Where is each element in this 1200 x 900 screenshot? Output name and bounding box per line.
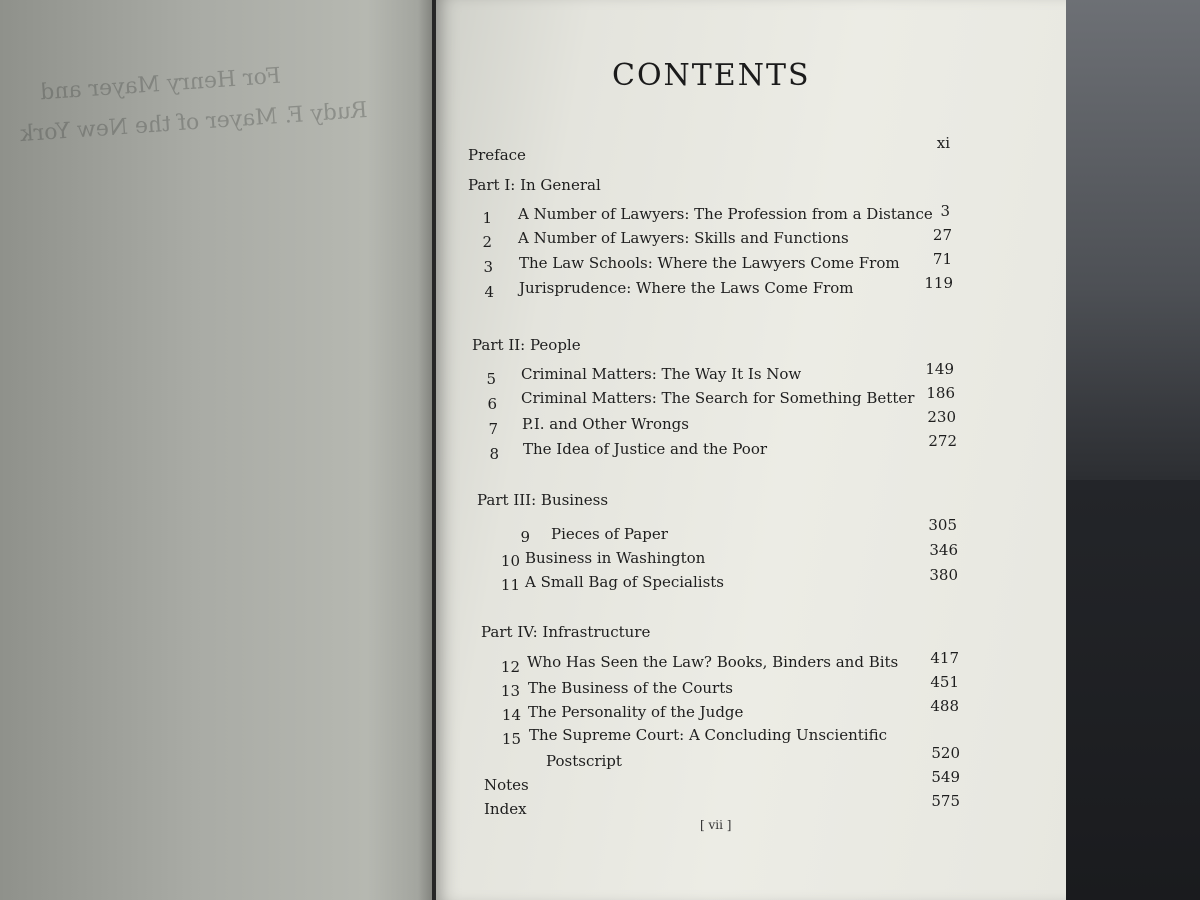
toc-chapter-title: A Number of Lawyers: Skills and Functions	[518, 229, 849, 247]
toc-part-title: Part I: In General	[468, 176, 601, 194]
toc-part-title: Part III: Business	[477, 491, 609, 509]
toc-chapter-number: 8	[489, 445, 499, 463]
toc-chapter-title: Criminal Matters: The Search for Something Better	[521, 389, 915, 407]
toc-chapter-number: 5	[486, 370, 496, 388]
toc-chapter-title: A Number of Lawyers: The Profession from a Distance	[518, 205, 933, 223]
toc-index-page: 575	[931, 792, 960, 810]
toc-chapter-page: 186	[926, 384, 955, 402]
toc-chapter-title: A Small Bag of Specialists	[525, 573, 725, 591]
bleed-through-line: Rudy F. Mayer of the New York	[19, 97, 369, 148]
toc-chapter-title: The Idea of Justice and the Poor	[523, 440, 768, 458]
toc-chapter-page: 230	[927, 408, 956, 426]
toc-chapter-title: Business in Washington	[525, 549, 706, 567]
toc-chapter-title: The Business of the Courts	[528, 679, 733, 697]
toc-chapter-title: The Personality of the Judge	[528, 703, 744, 721]
toc-chapter-page: 380	[929, 566, 958, 584]
page-number: [ vii ]	[700, 818, 732, 832]
toc-chapter-title: The Supreme Court: A Concluding Unscientific	[529, 726, 887, 744]
toc-chapter-page: 346	[929, 541, 958, 559]
toc-chapter-number: 15	[501, 730, 521, 748]
toc-chapter-page: 305	[928, 516, 957, 534]
toc-chapter-title: Jurisprudence: Where the Laws Come From	[519, 279, 854, 297]
toc-chapter-number: 13	[500, 682, 520, 700]
desk-background-lit	[1062, 0, 1200, 480]
toc-chapter-title: Who Has Seen the Law? Books, Binders and Bits	[527, 653, 899, 671]
toc-part-title: Part II: People	[472, 336, 581, 354]
toc-chapter-page: 149	[925, 360, 954, 378]
toc-chapter-number: 11	[500, 576, 520, 594]
toc-notes-title: Notes	[484, 776, 529, 794]
toc-chapter-page: 3	[940, 202, 950, 220]
toc-notes-page: 549	[931, 768, 960, 786]
toc-chapter-title: Criminal Matters: The Way It Is Now	[521, 365, 802, 383]
toc-chapter-page: 27	[932, 226, 952, 244]
toc-chapter-number: 4	[484, 283, 494, 301]
toc-chapter-page: 488	[930, 697, 959, 715]
toc-chapter-page: 520	[931, 744, 960, 762]
toc-chapter-number: 1	[482, 209, 492, 227]
toc-chapter-page: 119	[924, 274, 953, 292]
toc-chapter-page: 451	[930, 673, 959, 691]
toc-chapter-number: 10	[500, 552, 520, 570]
toc-chapter-page: 272	[928, 432, 957, 450]
toc-chapter-number: 3	[483, 258, 493, 276]
toc-part-title: Part IV: Infrastructure	[481, 623, 651, 641]
toc-chapter-number: 12	[500, 658, 520, 676]
toc-chapter-number: 2	[482, 233, 492, 251]
toc-chapter-number: 9	[520, 528, 530, 546]
bleed-through-line: For Henry Mayer and	[39, 63, 282, 106]
toc-index-title: Index	[484, 800, 527, 818]
toc-chapter-title: The Law Schools: Where the Lawyers Come From	[519, 254, 900, 272]
toc-chapter-page: 417	[930, 649, 959, 667]
toc-preface-page: xi	[936, 134, 950, 152]
toc-preface-title: Preface	[468, 146, 526, 164]
toc-chapter-number: 6	[487, 395, 497, 413]
page-title: CONTENTS	[612, 58, 811, 93]
toc-chapter-page: 71	[932, 250, 952, 268]
toc-chapter-title-continued: Postscript	[546, 752, 622, 770]
toc-chapter-title: Pieces of Paper	[551, 525, 668, 543]
toc-chapter-number: 7	[488, 420, 498, 438]
toc-chapter-title: P.I. and Other Wrongs	[522, 415, 689, 433]
left-page	[0, 0, 432, 900]
toc-chapter-number: 14	[501, 706, 521, 724]
